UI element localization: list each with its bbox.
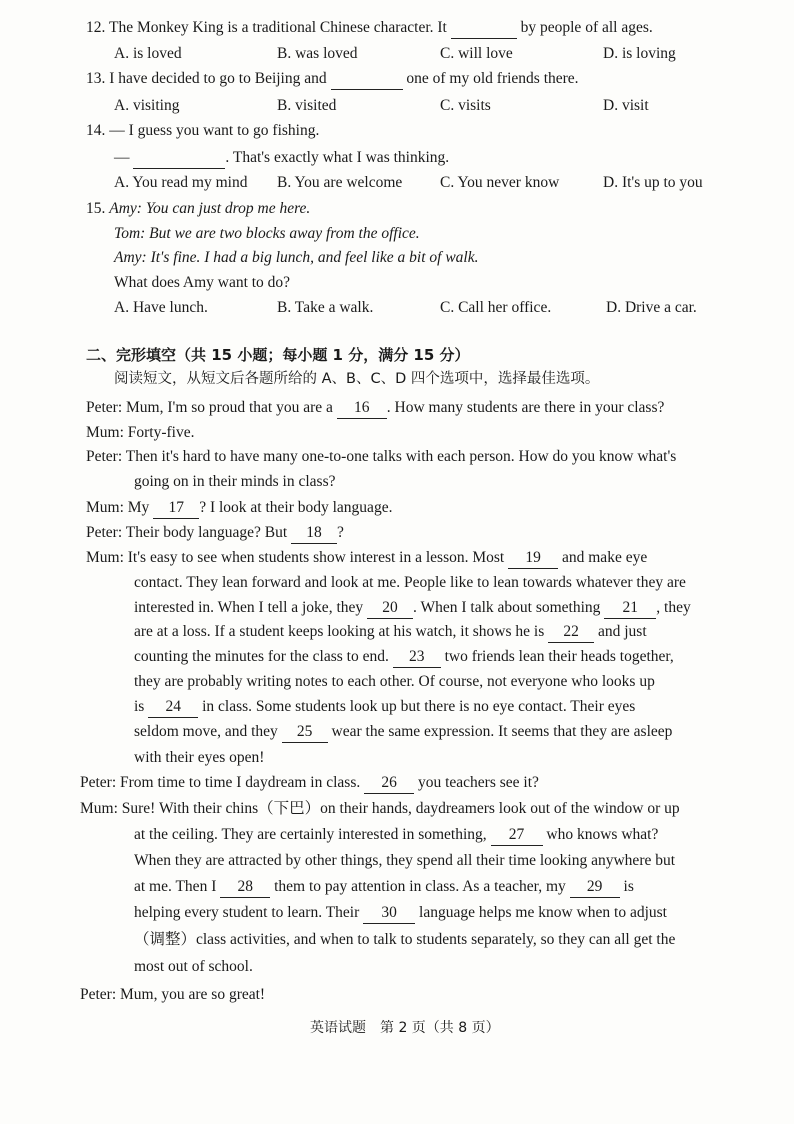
question-number: 13. [86, 70, 106, 87]
blank-18: 18 [291, 523, 337, 544]
passage-line: Mum: My 17 ? I look at their body language. [86, 498, 392, 519]
passage-line: counting the minutes for the class to end. 23 two friends lean their heads together, [134, 647, 674, 668]
blank-20: 20 [367, 598, 413, 619]
question-number: 15. [86, 200, 106, 217]
blank-25: 25 [282, 722, 328, 743]
question-stem: The Monkey King is a traditional Chinese character. It [108, 19, 447, 36]
passage-line: they are probably writing notes to each other. Of course, not everyone who looks up [134, 673, 655, 690]
answer-blank [133, 148, 225, 169]
dialogue-line: — I guess you want to go fishing. [109, 122, 320, 139]
option-a: A. Have lunch. [114, 299, 208, 316]
question-number: 14. [86, 122, 106, 139]
passage-line: Mum: Forty-five. [86, 424, 195, 441]
section-instruction: 阅读短文，从短文后各题所给的 A、B、C、D 四个选项中，选择最佳选项。 [114, 371, 600, 387]
passage-line: seldom move, and they 25 wear the same expression. It seems that they are asleep [134, 722, 672, 743]
option-c: C. You never know [440, 174, 560, 191]
passage-line: Peter: Their body language? But 18 ? [86, 523, 344, 544]
blank-24: 24 [148, 697, 198, 718]
passage-line: Peter: From time to time I daydream in class. 26 you teachers see it? [80, 773, 539, 794]
option-a: A. You read my mind [114, 174, 248, 191]
passage-line: Mum: Sure! With their chins（下巴）on their hands, daydreamers look out of the window or up [80, 800, 680, 817]
option-d: D. is loving [603, 45, 676, 62]
passage-line: at the ceiling. They are certainly interested in something, 27 who knows what? [134, 825, 658, 846]
option-d: D. It's up to you [603, 174, 703, 191]
section-title: 二、完形填空（共 15 小题；每小题 1 分，满分 15 分） [86, 346, 470, 364]
blank-19: 19 [508, 548, 558, 569]
option-c: C. Call her office. [440, 299, 552, 316]
option-d: D. visit [603, 97, 649, 114]
question-15 [86, 199, 310, 219]
option-c: C. visits [440, 97, 491, 114]
passage-line: going on in their minds in class? [134, 473, 336, 490]
option-b: B. Take a walk. [277, 299, 374, 316]
option-b: B. visited [277, 97, 337, 114]
question-stem: What does Amy want to do? [114, 274, 291, 291]
question-stem-end: one of my old friends there. [406, 70, 579, 87]
option-c: C. will love [440, 45, 513, 62]
question-stem: I have decided to go to Beijing and [109, 70, 327, 87]
passage-line: Peter: Mum, I'm so proud that you are a 16 . How many students are there in your class? [86, 398, 664, 419]
question-14-response [114, 148, 449, 169]
blank-29: 29 [570, 877, 620, 898]
passage-line: Mum: It's easy to see when students show interest in a lesson. Most 19 and make eye [86, 548, 647, 569]
blank-16: 16 [337, 398, 387, 419]
blank-17: 17 [153, 498, 199, 519]
blank-22: 22 [548, 622, 594, 643]
passage-line: is 24 in class. Some students look up but there is no eye contact. Their eyes [134, 697, 635, 718]
dialogue-line: Amy: You can just drop me here. [109, 200, 311, 217]
question-12 [86, 18, 653, 39]
blank-23: 23 [393, 647, 441, 668]
passage-line: most out of school. [134, 958, 253, 975]
blank-30: 30 [363, 903, 415, 924]
dialogue-line: . That's exactly what I was thinking. [225, 149, 450, 166]
answer-blank [331, 69, 403, 90]
passage-line: Peter: Mum, you are so great! [80, 986, 266, 1003]
dialogue-line: Amy: It's fine. I had a big lunch, and feel like a bit of walk. [114, 249, 479, 266]
passage-line: （调整）class activities, and when to talk to students separately, so they can all get the [134, 931, 676, 948]
passage-line: at me. Then I 28 them to pay attention in class. As a teacher, my 29 is [134, 877, 634, 898]
passage-line: When they are attracted by other things, they spend all their time looking anywhere but [134, 852, 676, 869]
passage-line: helping every student to learn. Their 30 language helps me know when to adjust [134, 903, 667, 924]
option-d: D. Drive a car. [606, 299, 697, 316]
passage-line: are at a loss. If a student keeps looking at his watch, it shows he is 22 and just [134, 622, 647, 643]
option-b: B. was loved [277, 45, 358, 62]
page-footer: 英语试题 第 2 页（共 8 页） [310, 1020, 500, 1036]
blank-27: 27 [491, 825, 543, 846]
passage-line: interested in. When I tell a joke, they 20 . When I talk about something 21 , they [134, 598, 691, 619]
question-number: 12. [86, 19, 106, 36]
option-a: A. is loved [114, 45, 182, 62]
question-13 [86, 69, 579, 90]
blank-28: 28 [220, 877, 270, 898]
blank-21: 21 [604, 598, 656, 619]
question-stem-end: by people of all ages. [520, 19, 653, 36]
option-a: A. visiting [114, 97, 180, 114]
option-b: B. You are welcome [277, 174, 403, 191]
passage-line: contact. They lean forward and look at me. People like to lean towards whatever they are [134, 574, 686, 591]
passage-line: Peter: Then it's hard to have many one-to-one talks with each person. How do you know what's [86, 448, 677, 465]
blank-26: 26 [364, 773, 414, 794]
dialogue-line: Tom: But we are two blocks away from the office. [114, 225, 420, 242]
passage-line: with their eyes open! [134, 749, 265, 766]
question-14 [86, 121, 319, 141]
answer-blank [451, 18, 517, 39]
dialogue-dash: — [114, 149, 134, 166]
